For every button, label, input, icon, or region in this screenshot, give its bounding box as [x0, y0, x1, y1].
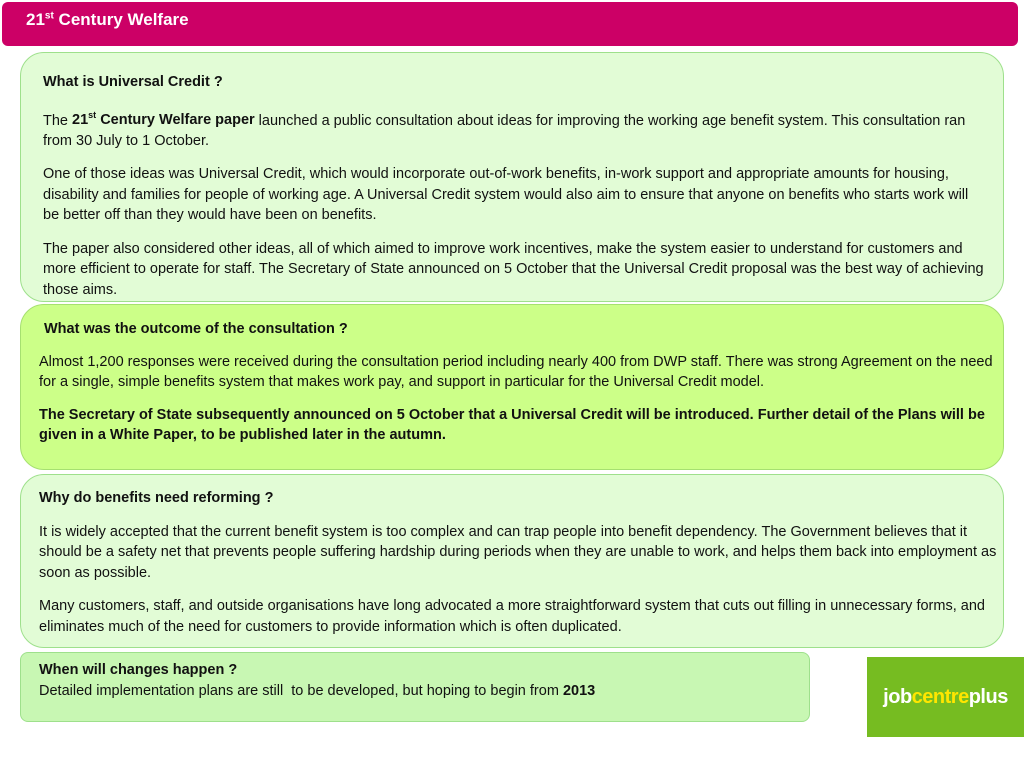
paper-title-number: 21	[72, 112, 89, 129]
jobcentreplus-logo	[867, 657, 1024, 737]
timeline-year: 2013	[562, 682, 596, 699]
logo-centre: centre	[911, 685, 969, 708]
title-superscript: st	[44, 10, 54, 22]
logo-text	[883, 686, 1008, 709]
logo-job: job	[883, 685, 912, 708]
page-title	[26, 10, 189, 30]
paragraph-rest: launched a public consultation about ideas for improving the working age benefit system. This consultation ran from 30 July to 1 October.	[43, 112, 966, 149]
other-ideas-paragraph: The paper also considered other ideas, all of which aimed to improve work incentives, make the system easier to understand for customers and more efficient to operate for staff. The Secretary of State announced on 5 October that the Universal Credit proposal was the best way of achieving those aims.	[43, 240, 984, 298]
title-bar	[2, 2, 1018, 46]
paper-title-superscript: st	[88, 110, 97, 121]
universal-credit-heading: What is Universal Credit ?	[43, 74, 223, 90]
paragraph-lead: The	[43, 112, 73, 129]
logo-plus: plus	[968, 685, 1008, 708]
universal-credit-panel	[20, 52, 1004, 302]
paper-title	[72, 112, 255, 128]
reform-reasons-panel	[20, 474, 1004, 648]
timeline-text: Detailed implementation plans are still to be developed, but hoping to begin from	[39, 682, 563, 699]
complexity-paragraph: It is widely accepted that the current benefit system is too complex and can trap people into benefit dependency. The Government believes that it should be a safety net that prevents people suffering hardship during periods when they are unable to work, and helps them back into employment as soon as possible.	[39, 523, 997, 581]
consultation-outcome-panel	[20, 304, 1004, 470]
advocacy-paragraph: Many customers, staff, and outside organisations have long advocated a more straightforward system that cuts out filling in unnecessary forms, and eliminates much of the need for customers to provide information which is often duplicated.	[39, 598, 985, 635]
timeline-heading: When will changes happen ?	[39, 662, 238, 678]
responses-paragraph: Almost 1,200 responses were received during the consultation period including nearly 400 from DWP staff. There was strong Agreement on the need for a single, simple benefits system that makes work pay, and support in particular for the Universal Credit model.	[39, 353, 993, 390]
timeline-panel	[20, 652, 810, 722]
title-suffix: Century Welfare	[53, 10, 189, 29]
title-number: 21	[26, 10, 45, 29]
timeline-paragraph	[39, 681, 799, 702]
reform-reasons-heading: Why do benefits need reforming ?	[39, 490, 274, 506]
announcement-paragraph: The Secretary of State subsequently announced on 5 October that a Universal Credit will be introduced. Further detail of the Plans will be given in a White Paper, to be published later in the autumn.	[39, 406, 985, 443]
consultation-paragraph	[43, 106, 985, 152]
paper-title-rest: Century Welfare paper	[96, 112, 255, 129]
consultation-outcome-heading: What was the outcome of the consultation ?	[44, 321, 348, 337]
universal-credit-paragraph: One of those ideas was Universal Credit, which would incorporate out-of-work benefits, in-work support and appropriate amounts for housing, disability and families for people of working age. A Universal Credit system would also aim to ensure that anyone on benefits who starts work will be better off than they would have been on benefits.	[43, 166, 969, 224]
